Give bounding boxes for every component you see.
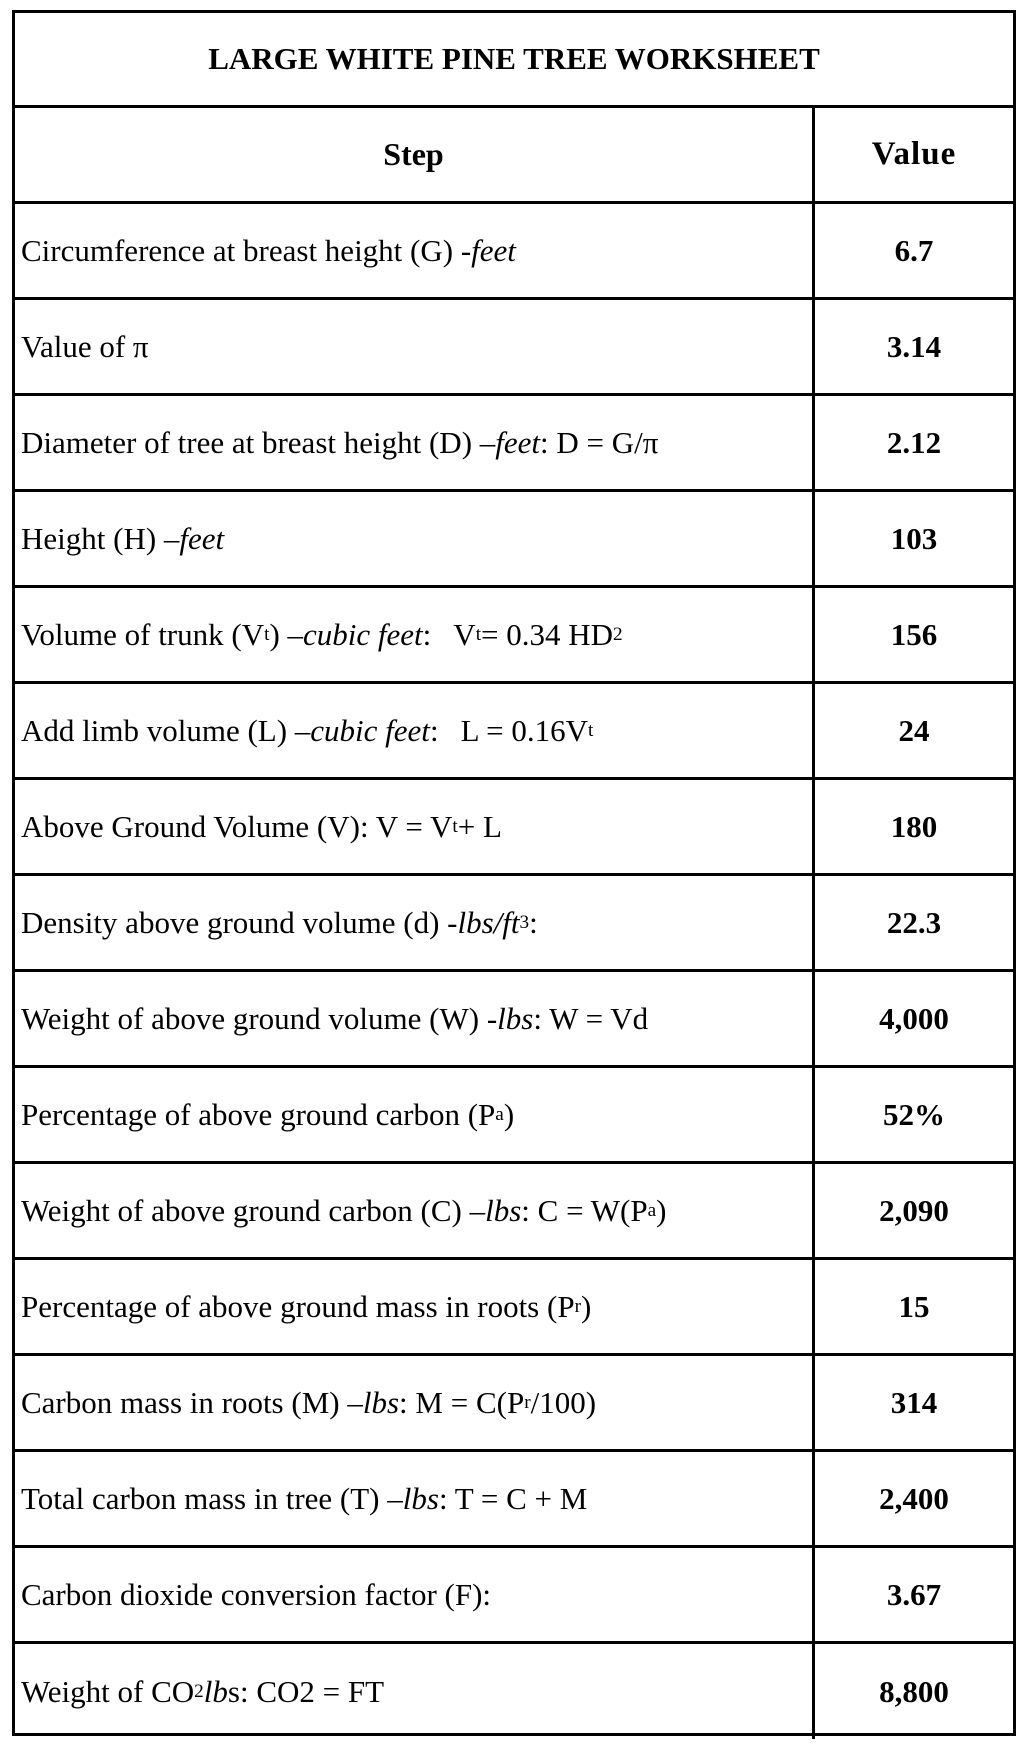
- step-cell: Carbon mass in roots (M) – lbs : M = C(P r /100): [15, 1356, 815, 1449]
- table-row: [15, 684, 1013, 780]
- table-row: [15, 1068, 1013, 1164]
- value-cell: 156: [890, 616, 938, 652]
- step-cell: Diameter of tree at breast height (D) – feet : D = G/π: [15, 396, 815, 489]
- table-row: [15, 1260, 1013, 1356]
- worksheet-table: [12, 10, 1016, 1736]
- value-cell: 2,090: [879, 1192, 949, 1228]
- value-cell: 103: [890, 520, 938, 556]
- value-cell: 4,000: [879, 1000, 949, 1036]
- step-cell: Height (H) – feet: [15, 492, 815, 585]
- step-cell: Weight of above ground carbon (C) – lbs : C = W(P a ): [15, 1164, 815, 1257]
- step-cell: Total carbon mass in tree (T) – lbs : T = C + M: [15, 1452, 815, 1545]
- step-cell: Density above ground volume (d) - lbs/ft 3 :: [15, 876, 815, 969]
- step-cell: Percentage of above ground carbon (P a ): [15, 1068, 815, 1161]
- value-cell: 24: [898, 712, 930, 748]
- value-cell: 180: [890, 808, 938, 844]
- step-cell: Weight of above ground volume (W) - lbs : W = Vd: [15, 972, 815, 1065]
- step-cell: Value of π: [15, 300, 815, 393]
- value-cell: 2.12: [886, 424, 942, 460]
- header-row: [15, 108, 1013, 204]
- value-cell: 314: [890, 1384, 938, 1420]
- table-row: [15, 1164, 1013, 1260]
- value-cell: 8,800: [879, 1673, 949, 1709]
- worksheet-title: LARGE WHITE PINE TREE WORKSHEET: [15, 13, 1013, 108]
- table-row: [15, 876, 1013, 972]
- value-cell: 22.3: [886, 904, 942, 940]
- value-cell: 3.14: [886, 328, 942, 364]
- step-cell: Weight of CO 2 lb s: CO2 = FT: [15, 1644, 815, 1739]
- step-cell: Above Ground Volume (V): V = V t + L: [15, 780, 815, 873]
- header-step: Step: [15, 108, 815, 201]
- value-cell: 52%: [883, 1096, 945, 1132]
- table-row: [15, 396, 1013, 492]
- table-row: [15, 1452, 1013, 1548]
- value-cell: 3.67: [886, 1576, 942, 1612]
- value-cell: 2,400: [879, 1480, 949, 1516]
- header-value: Value: [871, 136, 957, 172]
- value-cell: 15: [898, 1288, 930, 1324]
- table-row: [15, 1356, 1013, 1452]
- table-row: [15, 972, 1013, 1068]
- step-cell: Carbon dioxide conversion factor (F):: [15, 1548, 815, 1641]
- table-row: [15, 780, 1013, 876]
- table-row: [15, 492, 1013, 588]
- table-row: [15, 588, 1013, 684]
- table-row: [15, 1644, 1013, 1739]
- table-row: [15, 300, 1013, 396]
- step-cell: Percentage of above ground mass in roots (P r ): [15, 1260, 815, 1353]
- table-row: [15, 204, 1013, 300]
- step-cell: Circumference at breast height (G) - feet: [15, 204, 815, 297]
- table-row: [15, 1548, 1013, 1644]
- value-cell: 6.7: [894, 232, 934, 268]
- step-cell: Add limb volume (L) – cubic feet : L = 0.16V t: [15, 684, 815, 777]
- step-cell: Volume of trunk (V t ) – cubic feet : V t = 0.34 HD 2: [15, 588, 815, 681]
